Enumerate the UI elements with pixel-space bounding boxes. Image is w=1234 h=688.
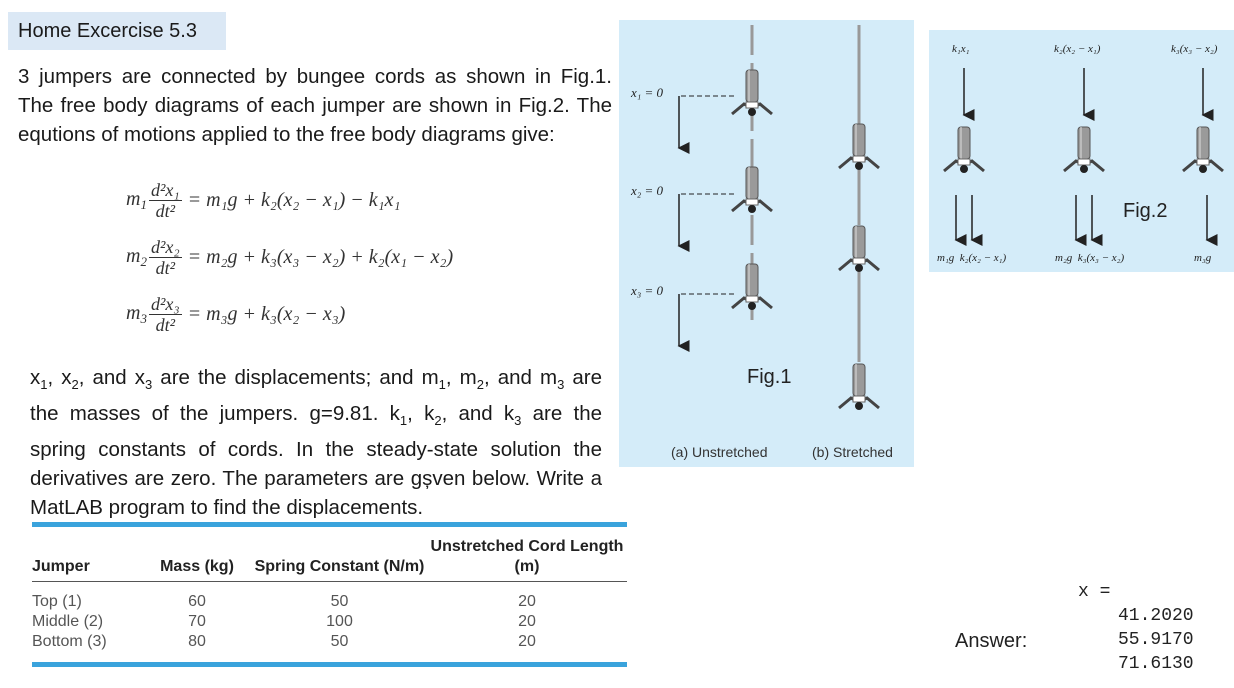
answer-value-2: 55.9170 bbox=[1118, 630, 1194, 650]
force-top-3: k₃(x₃ − x₂) bbox=[1171, 43, 1218, 55]
figure-2-label: Fig.2 bbox=[1123, 200, 1168, 222]
caption-stretched: (b) Stretched bbox=[812, 444, 893, 460]
x1-label: x₁ = 0 bbox=[631, 85, 664, 100]
answer-variable: x = bbox=[1078, 582, 1111, 602]
figure-1 bbox=[619, 20, 914, 467]
table-row: Middle (2) 70 100 20 bbox=[32, 613, 536, 630]
header-length: Unstretched Cord Length (m) bbox=[430, 538, 624, 575]
parameter-table bbox=[32, 522, 627, 667]
problem-paragraph: 3 jumpers are connected by bungee cords as shown in Fig.1. The free body diagrams of each jumper are shown in Fig.2. The equtions of motions applied to the free body diagrams give: bbox=[18, 65, 612, 146]
answer-label: Answer: bbox=[955, 630, 1028, 652]
equation-3: $m_3$ $\frac{\text{d²x₃}}{\text{dt²}}$ = m₃g + k₃(x₂ − x₃) bbox=[126, 294, 346, 335]
table-row: Bottom (3) 80 50 20 bbox=[32, 633, 536, 650]
force-top-1: k₁x₁ bbox=[952, 43, 970, 55]
force-top-2: k₂(x₂ − x₁) bbox=[1054, 43, 1101, 55]
force-bottom-3: m₃g bbox=[1194, 252, 1212, 264]
answer-value-1: 41.2020 bbox=[1118, 606, 1194, 626]
description-paragraph: $x_1$, $x_2$, and $x_3$ are the displacements; and $m_1$, $m_2$, and $m_3$ are the masses of the jumpers. g=9.81. $k_1$, $k_2$, and $k_3$ are the spring constants of cords. In the steady-state solution the derivatives are zero. The parameters are gșven below. Write a MatLAB program to find the displacements. bbox=[30, 366, 602, 520]
answer-value-3: 71.6130 bbox=[1118, 654, 1194, 674]
x2-label: x₂ = 0 bbox=[631, 183, 664, 198]
answer-output bbox=[1078, 580, 1194, 676]
figure-2-drawing bbox=[929, 30, 1234, 272]
header-mass: Mass (kg) bbox=[160, 558, 234, 575]
equation-2: $m_2$ $\frac{\text{d²x₂}}{\text{dt²}}$ = m₂g + k₃(x₃ − x₂) + k₂(x₁ − x₂) bbox=[126, 237, 454, 278]
caption-unstretched: (a) Unstretched bbox=[671, 444, 768, 460]
equation-1: $m_1$ $\frac{\text{d²x₁}}{\text{dt²}}$ = m₁g + k₂(x₂ − x₁) − k₁x₁ bbox=[126, 180, 401, 221]
figure-1-drawing bbox=[619, 20, 914, 467]
table-bottom-rule bbox=[32, 662, 627, 667]
figure-1-label: Fig.1 bbox=[747, 366, 792, 388]
header-spring: Spring Constant (N/m) bbox=[254, 558, 425, 575]
exercise-title: Home Excercise 5.3 bbox=[8, 12, 226, 50]
force-bottom-1: m₁g k₂(x₂ − x₁) bbox=[937, 252, 1007, 264]
x3-label: x₃ = 0 bbox=[631, 283, 664, 298]
header-jumper: Jumper bbox=[32, 558, 90, 575]
figure-2 bbox=[929, 30, 1234, 272]
force-bottom-2: m₂g k₃(x₃ − x₂) bbox=[1055, 252, 1125, 264]
table-row: Top (1) 60 50 20 bbox=[32, 593, 536, 610]
